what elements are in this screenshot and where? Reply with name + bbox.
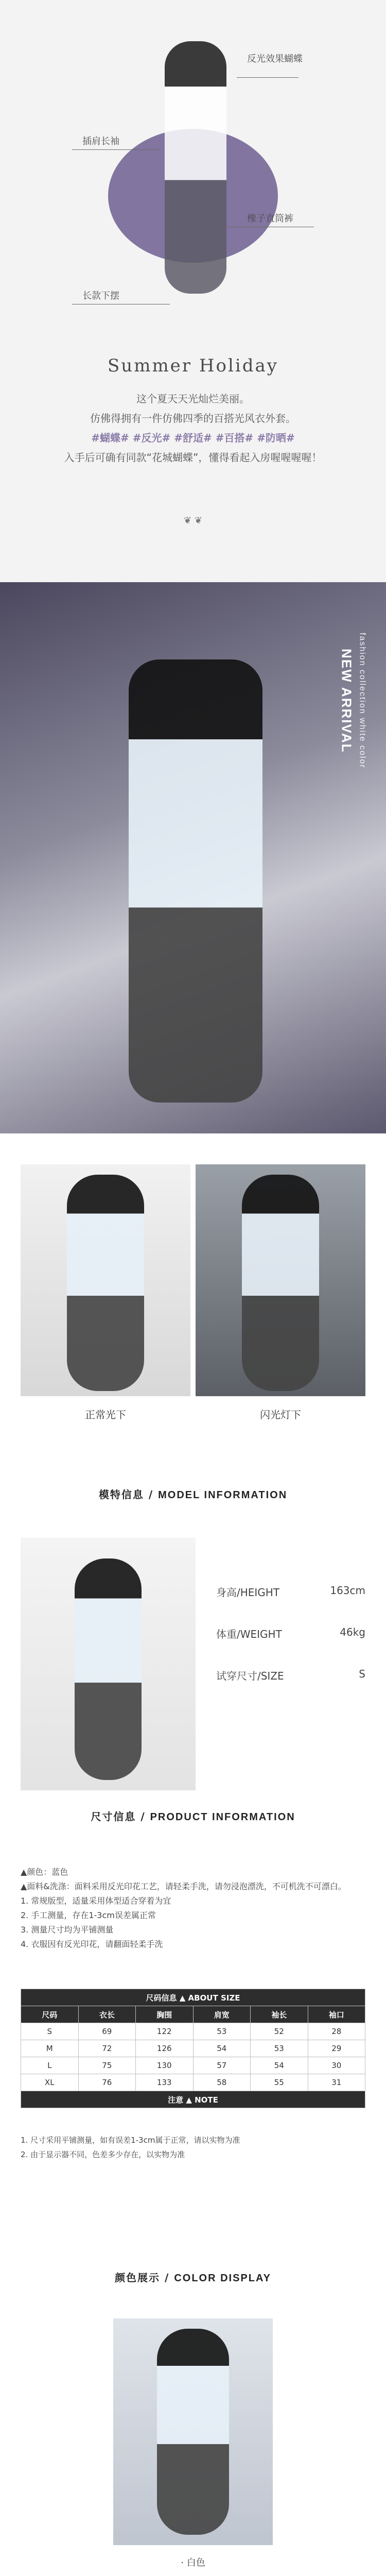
model-figure bbox=[129, 659, 262, 1103]
section-size-info-en: PRODUCT INFORMATION bbox=[150, 1811, 295, 1823]
callout-sleeves: 插肩长袖 bbox=[82, 136, 119, 146]
size-note-color: ▲颜色：蓝色 bbox=[21, 1867, 68, 1877]
size-note-fabric: ▲面料&洗涤：面料采用反光印花工艺，请轻柔手洗，请勿浸泡漂洗，不可机洗不可漂白。 bbox=[21, 1882, 346, 1891]
table-row: L 75 130 57 54 30 bbox=[21, 2057, 365, 2074]
size-table bbox=[21, 1989, 365, 2108]
model-size-row bbox=[216, 1668, 365, 1683]
size-table-header: 肩宽 bbox=[193, 2006, 251, 2023]
section-model-info-cn: 模特信息 bbox=[98, 1488, 144, 1501]
color-display-photo bbox=[113, 2318, 273, 2545]
model-size-label: 试穿尺寸/SIZE bbox=[216, 1670, 284, 1682]
table-note-bar: 注意 ▲ NOTE bbox=[21, 2091, 365, 2108]
callout-pants: 长款下摆 bbox=[82, 291, 119, 301]
model-weight-row bbox=[216, 1626, 365, 1641]
badge-title: NEW ARRIVAL bbox=[339, 648, 355, 753]
caption-normal-light: 正常光下 bbox=[85, 1409, 126, 1421]
new-arrival-badge bbox=[329, 623, 376, 778]
size-note-2: 2. 手工测量，存在1-3cm误差属正常 bbox=[21, 1910, 156, 1920]
girl-illustration bbox=[165, 41, 226, 294]
size-footnote-1: 1. 尺寸采用平铺测量，如有误差1-3cm属于正常，请以实物为准 bbox=[21, 2136, 240, 2145]
section-size-info: 尺寸信息 / PRODUCT INFORMATION bbox=[91, 1810, 295, 1823]
size-table-header: 胸围 bbox=[136, 2006, 194, 2023]
section-model-info-en: MODEL INFORMATION bbox=[158, 1489, 288, 1501]
section-size-info-cn: 尺寸信息 bbox=[91, 1810, 136, 1823]
photo-flash-light bbox=[196, 1164, 365, 1396]
model-size-value: S bbox=[359, 1668, 365, 1680]
callout-hat: 反光效果蝴蝶 bbox=[247, 54, 303, 64]
model-info-rows bbox=[216, 1584, 365, 1709]
table-row: S 69 122 53 52 28 bbox=[21, 2023, 365, 2040]
color-name: · 白色 bbox=[181, 2557, 205, 2568]
size-table-caption: 尺码信息 ▲ ABOUT SIZE bbox=[21, 1989, 365, 2006]
hero-copy-line-1: 这个夏天天光灿烂美丽。 bbox=[136, 393, 250, 405]
section-color-display-en: COLOR DISPLAY bbox=[174, 2273, 271, 2284]
hero-copy bbox=[21, 389, 365, 467]
hero-hashtags: #蝴蝶# #反光# #舒适# #百搭# #防晒# bbox=[91, 432, 295, 444]
callout-shirt: 橡子直筒裤 bbox=[247, 213, 293, 224]
section-color-display-cn: 颜色展示 bbox=[115, 2272, 161, 2284]
size-note-1: 1. 常规版型，适量采用体型适合穿着为宜 bbox=[21, 1896, 171, 1906]
hero-photo bbox=[0, 582, 386, 1133]
size-table-header: 袖长 bbox=[251, 2006, 308, 2023]
hero-title: Summer Holiday bbox=[108, 355, 278, 376]
hero-illustration bbox=[62, 15, 324, 345]
model-height-label: 身高/HEIGHT bbox=[216, 1586, 280, 1599]
model-weight-label: 体重/WEIGHT bbox=[216, 1628, 282, 1640]
size-table-header: 尺码 bbox=[21, 2006, 79, 2023]
caption-flash-light: 闪光灯下 bbox=[260, 1409, 301, 1421]
size-footnote-2: 2. 由于显示器不同，色差多少存在，以实物为准 bbox=[21, 2150, 185, 2159]
size-footnotes bbox=[21, 2133, 365, 2162]
model-info-photo bbox=[21, 1538, 196, 1790]
size-note-4: 4. 衣服因有反光印花，请翻面轻柔手洗 bbox=[21, 1939, 163, 1949]
table-row: M 72 126 54 53 29 bbox=[21, 2040, 365, 2057]
model-height-value: 163cm bbox=[330, 1584, 365, 1597]
hero-copy-line-4: 入手后可确有同款“花城蝴蝶”，懂得看起入房喔喔喔喔！ bbox=[64, 451, 322, 464]
section-model-info: 模特信息 / MODEL INFORMATION bbox=[98, 1488, 288, 1501]
photo-normal-light bbox=[21, 1164, 190, 1396]
size-note-3: 3. 测量尺寸均为平铺测量 bbox=[21, 1925, 114, 1935]
badge-subtitle: fashion collection white color bbox=[358, 633, 367, 769]
hero-copy-line-2: 仿佛得拥有一件仿佛四季的百搭光风衣外套。 bbox=[90, 412, 296, 425]
size-table-header: 袖口 bbox=[308, 2006, 365, 2023]
section-color-display: 颜色展示 / COLOR DISPLAY bbox=[115, 2272, 271, 2284]
hero-section bbox=[0, 0, 386, 769]
size-table-header: 衣长 bbox=[78, 2006, 136, 2023]
hero-ornament: ❦ ❦ bbox=[184, 515, 202, 526]
size-notes bbox=[21, 1865, 365, 1952]
table-row: XL 76 133 58 55 31 bbox=[21, 2074, 365, 2091]
model-height-row bbox=[216, 1584, 365, 1599]
model-weight-value: 46kg bbox=[340, 1626, 365, 1638]
